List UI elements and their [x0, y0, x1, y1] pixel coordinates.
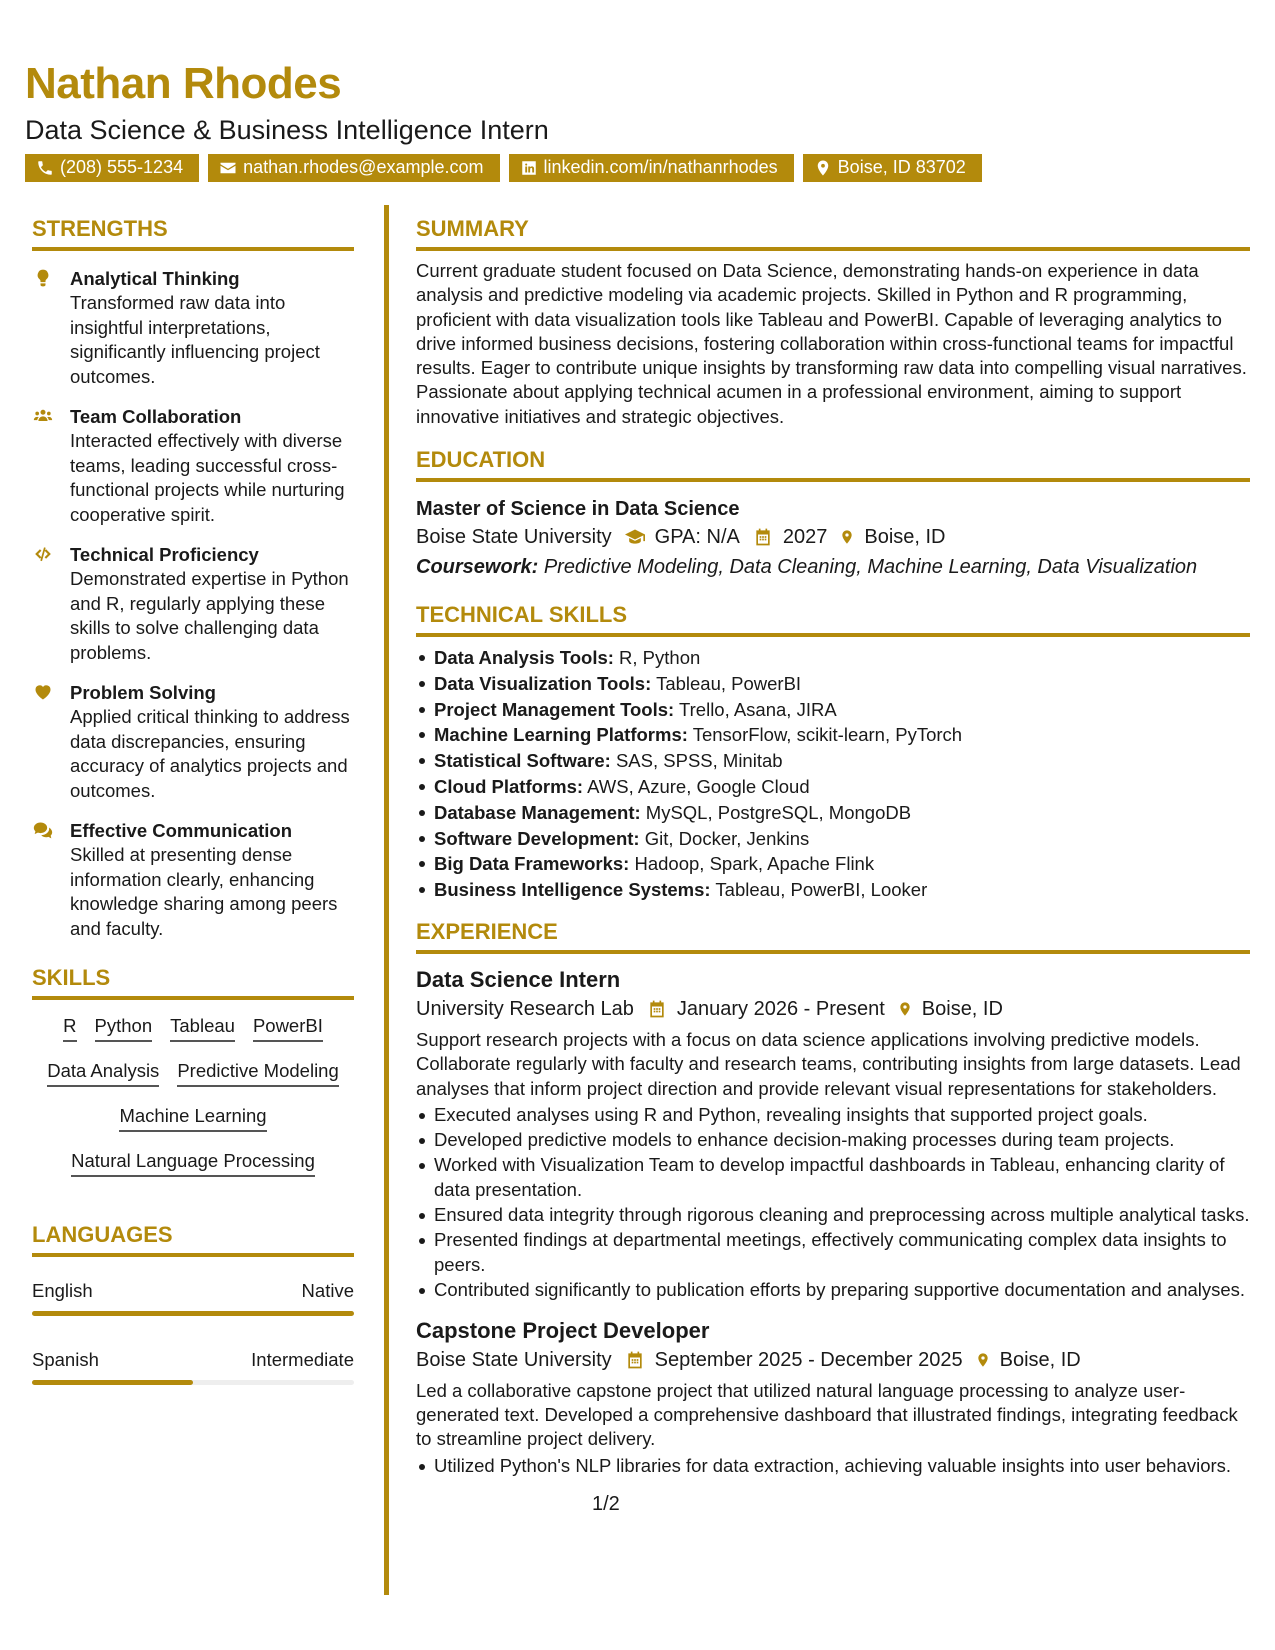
- list-item: Ensured data integrity through rigorous cleaning and preprocessing across multiple analytical tasks.: [416, 1203, 1250, 1228]
- language-level-bar: [32, 1380, 354, 1385]
- skill-tag: Natural Language Processing: [71, 1149, 315, 1177]
- education-location: Boise, ID: [864, 526, 946, 549]
- list-item: Executed analyses using R and Python, revealing insights that supported project goals.: [416, 1103, 1250, 1128]
- language-item: [32, 1348, 354, 1385]
- gpa: GPA: N/A: [654, 526, 740, 549]
- skill-category: Business Intelligence Systems:: [434, 879, 711, 901]
- skill-values: SAS, SPSS, Minitab: [615, 750, 783, 772]
- job-meta: [416, 994, 1250, 1024]
- job-org: Boise State University: [416, 1348, 612, 1371]
- skill-category: Project Management Tools:: [434, 698, 675, 720]
- lightbulb-icon: [32, 268, 54, 288]
- calendar-icon: [646, 999, 668, 1019]
- coursework: [416, 552, 1250, 582]
- job-location: Boise, ID: [921, 998, 1003, 1021]
- degree-title: Master of Science in Data Science: [416, 498, 740, 521]
- languages-heading: LANGUAGES: [32, 1224, 354, 1257]
- skill-values: Hadoop, Spark, Apache Flink: [634, 853, 875, 875]
- skill-values: MySQL, PostgreSQL, MongoDB: [645, 801, 912, 823]
- page-number: 1/2: [592, 1493, 620, 1515]
- language-name: English: [32, 1280, 93, 1301]
- skill-tag: R: [63, 1014, 76, 1042]
- skills-heading: SKILLS: [32, 967, 354, 1000]
- contact-location: [803, 154, 982, 182]
- contact-phone[interactable]: [25, 154, 199, 182]
- skill-values: TensorFlow, scikit-learn, PyTorch: [692, 724, 963, 746]
- envelope-icon: [219, 159, 237, 177]
- job-bullets: [416, 1454, 1250, 1479]
- contact-email-text: nathan.rhodes@example.com: [243, 157, 484, 178]
- contact-linkedin-text: linkedin.com/in/nathanrhodes: [543, 157, 778, 178]
- skill-category: Big Data Frameworks:: [434, 853, 630, 875]
- skill-values: Tableau, PowerBI, Looker: [715, 879, 928, 901]
- list-item: [416, 671, 1250, 697]
- coursework-list: Predictive Modeling, Data Cleaning, Machine Learning, Data Visualization: [543, 556, 1198, 579]
- strength-description: Skilled at presenting dense information clearly, enhancing knowledge sharing among peers and faculty.: [70, 844, 338, 939]
- school-name: Boise State University: [416, 526, 612, 549]
- map-pin-icon: [839, 527, 855, 547]
- left-column: [32, 218, 354, 1385]
- skill-tag: PowerBI: [253, 1014, 323, 1042]
- language-level: Native: [301, 1280, 354, 1301]
- strength-item: [32, 267, 354, 389]
- skill-tag: Predictive Modeling: [177, 1059, 338, 1087]
- strength-item: [32, 405, 354, 527]
- education-heading: EDUCATION: [416, 449, 1250, 482]
- comments-icon: [32, 820, 54, 840]
- strengths-heading: STRENGTHS: [32, 218, 354, 251]
- technical-skills-heading: TECHNICAL SKILLS: [416, 604, 1250, 637]
- job-summary: Led a collaborative capstone project that utilized natural language processing to analyze user-generated text. Developed a comprehensive dashboard that illustrated findings, integrating feedback to streamline project delivery.: [416, 1379, 1238, 1450]
- skill-category: Cloud Platforms:: [434, 776, 584, 798]
- skill-category: Data Analysis Tools:: [434, 647, 614, 669]
- strength-description: Applied critical thinking to address data discrepancies, ensuring accuracy of analytics projects and outcomes.: [70, 706, 350, 801]
- job-meta: [416, 1345, 1250, 1375]
- skill-values: Git, Docker, Jenkins: [644, 827, 810, 849]
- list-item: [416, 774, 1250, 800]
- education-meta: [416, 522, 1250, 552]
- skill-category: Machine Learning Platforms:: [434, 724, 688, 746]
- list-item: [416, 748, 1250, 774]
- contact-bar: [25, 154, 1255, 182]
- job-dates: September 2025 - December 2025: [654, 1348, 963, 1371]
- strength-title: Analytical Thinking: [70, 268, 240, 289]
- language-level-bar: [32, 1311, 354, 1316]
- job-location: Boise, ID: [999, 1348, 1081, 1371]
- strength-title: Team Collaboration: [70, 406, 242, 427]
- skill-category: Statistical Software:: [434, 750, 611, 772]
- job-org: University Research Lab: [416, 998, 634, 1021]
- skill-category: Database Management:: [434, 801, 641, 823]
- list-item: [416, 851, 1250, 877]
- language-level: Intermediate: [251, 1349, 354, 1370]
- list-item: [416, 697, 1250, 723]
- skill-values: R, Python: [619, 647, 701, 669]
- job-dates: January 2026 - Present: [676, 998, 885, 1021]
- coursework-label: Coursework:: [416, 556, 539, 579]
- technical-skills-list: [416, 645, 1250, 903]
- strength-item: [32, 819, 354, 941]
- list-item: Developed predictive models to enhance decision-making processes during team projects.: [416, 1128, 1250, 1153]
- language-item: [32, 1279, 354, 1316]
- strength-description: Transformed raw data into insightful interpretations, significantly influencing project outcomes.: [70, 292, 320, 387]
- list-item: [416, 722, 1250, 748]
- graduation-year: 2027: [782, 526, 828, 549]
- resume-header: [25, 59, 1255, 182]
- candidate-title: Data Science & Business Intelligence Intern: [25, 115, 549, 145]
- skill-category: Data Visualization Tools:: [434, 672, 652, 694]
- experience-heading: EXPERIENCE: [416, 921, 1250, 954]
- strength-description: Interacted effectively with diverse teams, leading successful cross-functional projects while nurturing cooperative spirit.: [70, 430, 345, 525]
- job-summary: Support research projects with a focus on data science applications involving predictive models. Collaborate regularly with faculty and research teams, contributing insights from large datasets. Lead analyses that inform project direction and provide relevant visual representations for stakeholders.: [416, 1029, 1241, 1099]
- right-column: [416, 218, 1250, 1479]
- calendar-icon: [752, 527, 774, 547]
- job-entry: [416, 966, 1250, 1303]
- job-bullets: [416, 1103, 1250, 1303]
- skill-tag: Data Analysis: [47, 1059, 159, 1087]
- summary-heading: SUMMARY: [416, 218, 1250, 251]
- strength-title: Technical Proficiency: [70, 544, 259, 565]
- linkedin-icon: [520, 159, 538, 177]
- skill-tag: Machine Learning: [119, 1104, 266, 1132]
- skill-values: AWS, Azure, Google Cloud: [587, 776, 810, 798]
- contact-phone-text: (208) 555-1234: [60, 157, 184, 178]
- column-divider: [384, 205, 389, 1595]
- job-title: Data Science Intern: [416, 967, 621, 993]
- skill-tag: Tableau: [170, 1014, 235, 1042]
- language-level-fill: [32, 1380, 193, 1385]
- list-item: Worked with Visualization Team to develop impactful dashboards in Tableau, enhancing clarity of data presentation.: [416, 1153, 1250, 1202]
- list-item: Presented findings at departmental meetings, effectively communicating complex data insights to peers.: [416, 1228, 1250, 1277]
- job-entry: [416, 1317, 1250, 1478]
- language-level-fill: [32, 1311, 354, 1316]
- contact-email[interactable]: [208, 154, 499, 182]
- skill-values: Tableau, PowerBI: [656, 672, 802, 694]
- strength-item: [32, 543, 354, 665]
- phone-icon: [36, 159, 54, 177]
- contact-location-text: Boise, ID 83702: [837, 157, 966, 178]
- code-icon: [32, 544, 54, 564]
- list-item: Contributed significantly to publication efforts by preparing supportive documentation and analyses.: [416, 1278, 1250, 1303]
- list-item: [416, 800, 1250, 826]
- calendar-icon: [624, 1350, 646, 1370]
- map-pin-icon: [897, 999, 913, 1019]
- map-pin-icon: [814, 159, 832, 177]
- strength-title: Effective Communication: [70, 820, 293, 841]
- graduation-cap-icon: [624, 527, 646, 547]
- heart-icon: [32, 682, 54, 702]
- strength-title: Problem Solving: [70, 682, 216, 703]
- strength-item: [32, 681, 354, 803]
- contact-linkedin[interactable]: [509, 154, 794, 182]
- strength-description: Demonstrated expertise in Python and R, regularly applying these skills to solve challenging data problems.: [70, 568, 349, 663]
- skill-tag: Python: [95, 1014, 153, 1042]
- skill-category: Software Development:: [434, 827, 640, 849]
- summary-text: Current graduate student focused on Data Science, demonstrating hands-on experience in data analysis and predictive modeling via academic projects. Skilled in Python and R programming, proficient with data visualization tools like Tableau and PowerBI. Capable of leveraging analytics to drive informed business decisions, fostering collaboration within cross-functional teams for impactful results. Eager to contribute unique insights by transforming raw data into compelling visual narratives. Passionate about applying technical acumen in a professional environment, aiming to support innovative initiatives and strategic objectives.: [416, 260, 1247, 427]
- job-title: Capstone Project Developer: [416, 1317, 710, 1343]
- users-icon: [32, 406, 54, 426]
- list-item: [416, 877, 1250, 903]
- map-pin-icon: [975, 1350, 991, 1370]
- skill-values: Trello, Asana, JIRA: [679, 698, 837, 720]
- list-item: Utilized Python's NLP libraries for data extraction, achieving valuable insights into user behaviors.: [416, 1454, 1250, 1479]
- language-name: Spanish: [32, 1349, 99, 1370]
- skills-cloud: [32, 1014, 354, 1194]
- candidate-name: Nathan Rhodes: [25, 59, 342, 108]
- list-item: [416, 826, 1250, 852]
- list-item: [416, 645, 1250, 671]
